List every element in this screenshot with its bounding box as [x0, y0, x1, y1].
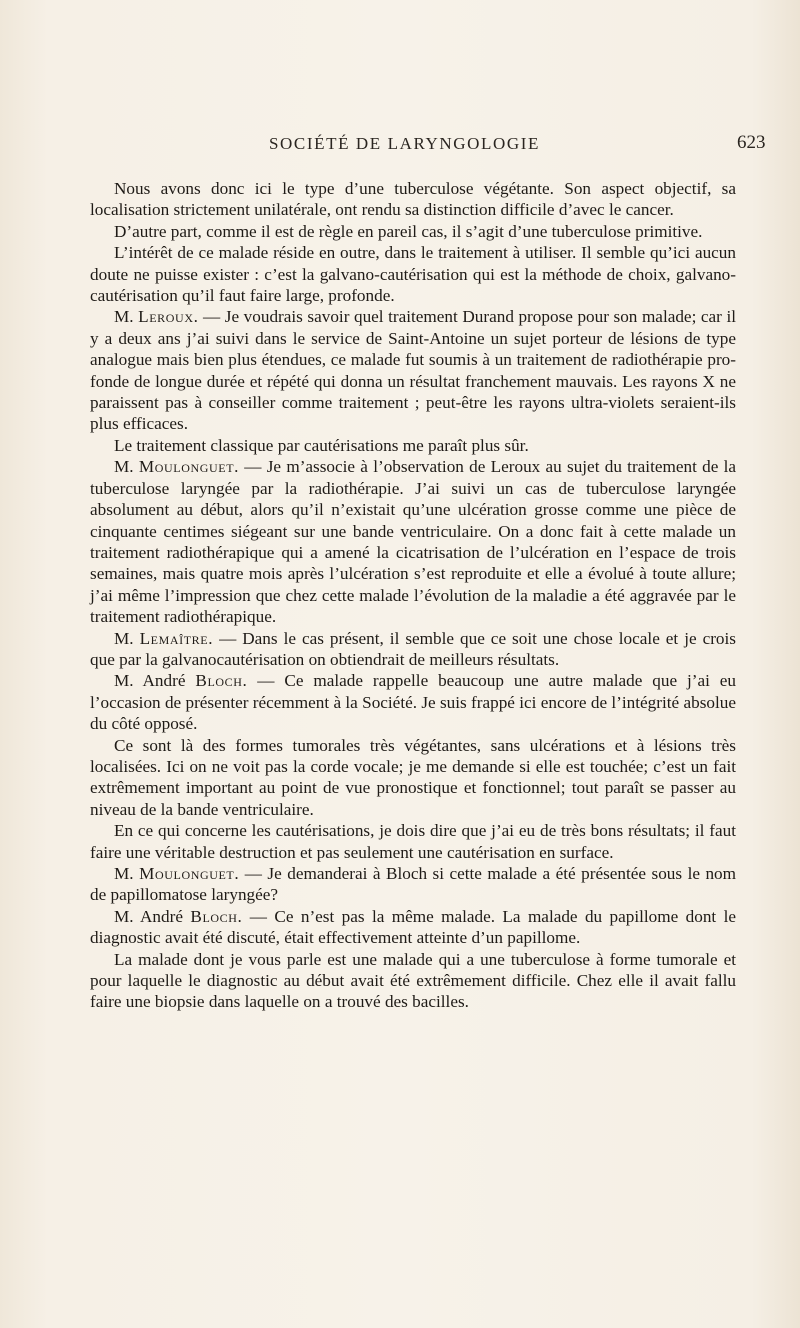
- paragraph: M. Moulonguet. — Je demanderai à Bloch si cette malade a été présentée sous le nom de papillomatose laryngée?: [90, 864, 737, 905]
- paragraph: M. Leroux. — Je voudrais savoir quel traitement Durand propose pour son malade; car il y a deux ans j’ai suivi dans le service de Saint-Antoine un sujet porteur de lésions de type analogue mais bien plus étendues, ce malade fut soumis à un traitement de radiothérapie profonde de longue durée et répété qui donna un résultat franchement mauvais. Les rayons X ne paraissent pas à conseiller comme traitement ; peut-être les rayons ultra-violets seraient-ils plus efficaces.: [90, 307, 736, 434]
- body-text: [90, 178, 736, 1013]
- speaker-name: Bloch.: [195, 671, 248, 691]
- paragraph: Nous avons donc ici le type d’une tuberculose végétante. Son aspect objectif, sa localisation strictement unilatérale, ont rendu sa distinction difficile d’avec le cancer.: [90, 179, 736, 220]
- running-title: SOCIÉTÉ DE LARYNGOLOGIE: [269, 134, 540, 153]
- page-number: 623: [737, 132, 766, 153]
- paragraph: M. André Bloch. — Ce n’est pas la même malade. La malade du papillome dont le diagnostic avait été discuté, était effectivement atteinte d’un papillome.: [90, 906, 736, 948]
- speaker-name: Bloch.: [190, 906, 243, 926]
- paragraph: D’autre part, comme il est de règle en pareil cas, il s’agit d’une tuberculose primitive.: [114, 221, 703, 241]
- paragraph: M. Moulonguet. — Je m’associe à l’observation de Leroux au sujet du traitement de la tuberculose laryngée par la radiothérapie. J’ai suivi un cas de tuberculose laryngée absolument au début, alors qu’il n’existait qu’une ulcération grosse comme une pièce de cinquante centimes siégeant sur une bande ventriculaire. On a donc fait à cette malade un traitement radiothérapique qui a amené la cicatrisation de l’ulcération en l’espace de trois semaines, mais quatre mois après l’ulcération s’est reproduite et elle a évolué à toute allure; j’ai même l’impression que chez cette malade l’évolution de la maladie a été aggravée par le traitement radiothérapique.: [90, 457, 736, 627]
- paragraph: M. Lemaître. — Dans le cas présent, il semble que ce soit une chose locale et je crois que par la galvanocautérisation on obtiendrait de meilleurs résultats.: [90, 628, 736, 669]
- paragraph: Le traitement classique par cautérisations me paraît plus sûr.: [114, 435, 529, 455]
- speaker-name: Moulonguet.: [139, 864, 240, 883]
- paragraph: Ce sont là des formes tumorales très végétantes, sans ulcérations et à lésions très localisées. Ici on ne voit pas la corde vocale; je me demande si elle est touchée; c’est un fait extrêmement important au point de vue pronostique et fonctionnel; tout paraît se passer au niveau de la bande ventriculaire.: [90, 735, 736, 819]
- speaker-name: Lemaître.: [139, 628, 214, 648]
- page-header: [0, 134, 800, 160]
- speaker-name: Leroux.: [138, 307, 199, 327]
- paragraph: M. André Bloch. — Ce malade rappelle beaucoup une autre malade que j’ai eu l’occasion de présenter récemment à la Société. Je suis frappé ici encore de l’intégrité absolue du côté opposé.: [90, 671, 737, 734]
- paragraph: L’intérêt de ce malade réside en outre, dans le traitement à utiliser. Il semble qu’ici aucun doute ne puisse exister : c’est la galvano-cautérisation qui est la méthode de choix, galvano-cautérisation qu’il faut faire large, profonde.: [90, 243, 736, 306]
- paragraph: La malade dont je vous parle est une malade qui a une tuberculose à forme tumorale et pour laquelle le diagnostic au début avait été extrêmement difficile. Chez elle il avait fallu faire une biopsie dans laquelle on a trouvé des bacilles.: [90, 949, 736, 1012]
- speaker-name: Moulonguet.: [138, 457, 240, 477]
- paragraph: En ce qui concerne les cautérisations, je dois dire que j’ai eu de très bons résultats; il faut faire une véritable destruction et pas seulement une cautérisation en surface.: [90, 821, 736, 862]
